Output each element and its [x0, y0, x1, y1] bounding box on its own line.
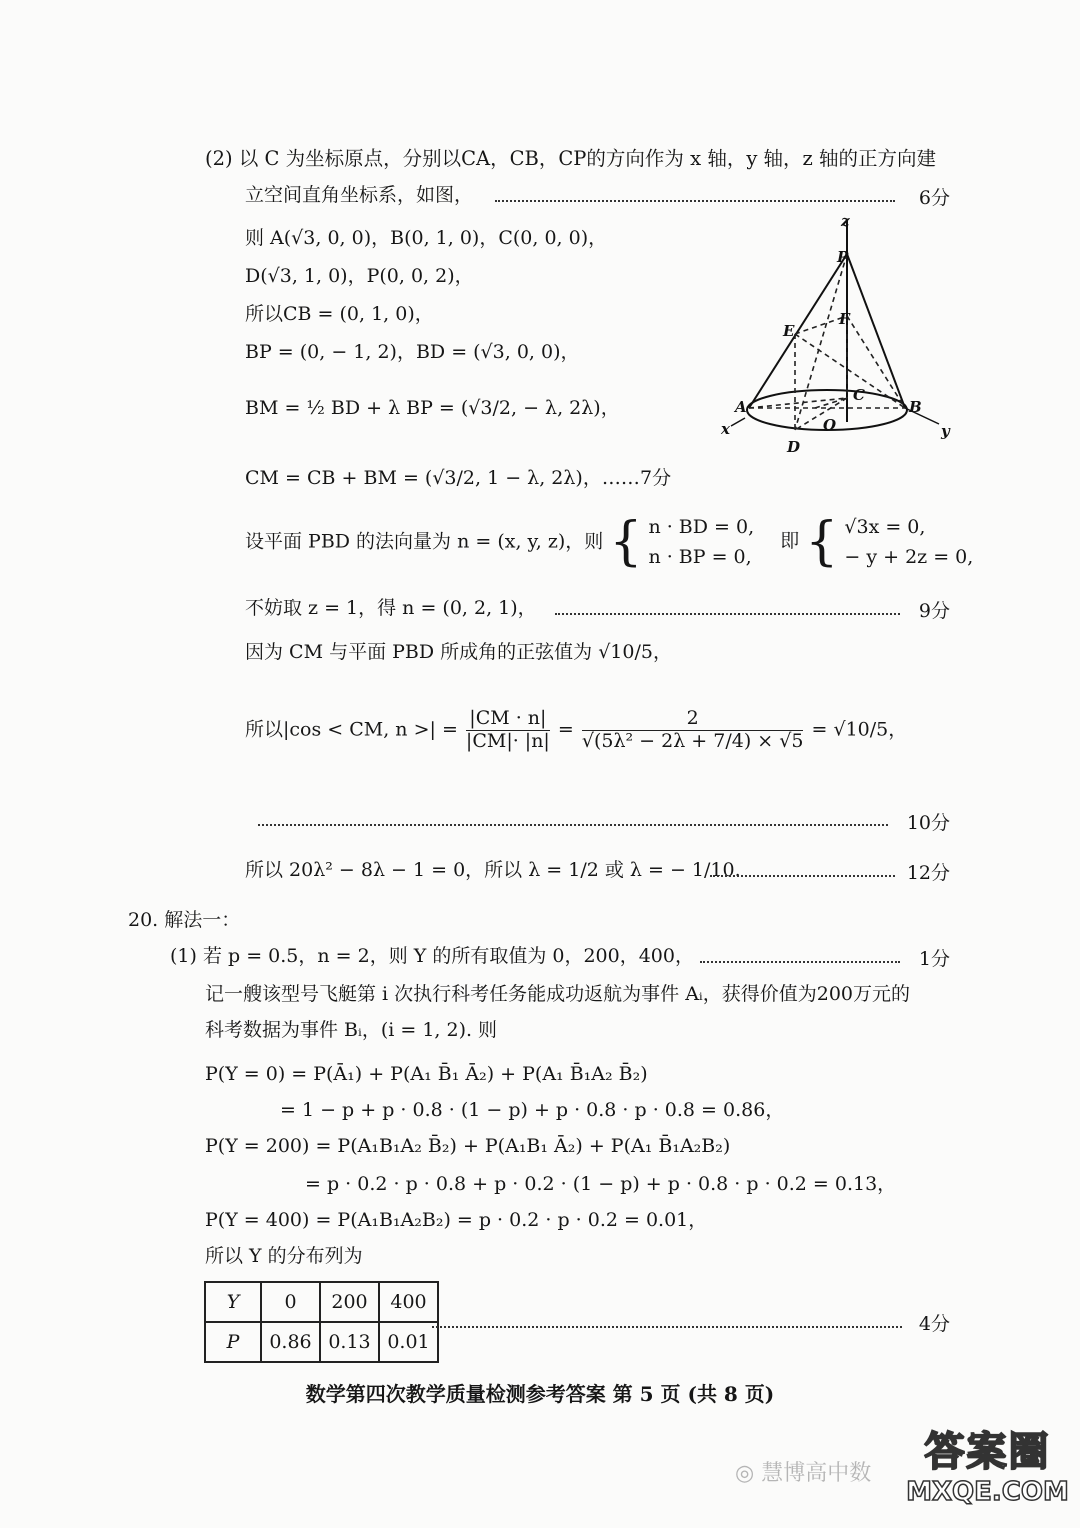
prob-y200: P(Y = 200) = P(A₁B₁A₂ B̄₂) + P(A₁B₁ Ā₂) + P(A₁ B̄₁A₂B₂) [205, 1135, 731, 1157]
leader-dots [432, 1326, 902, 1328]
ji-label: 即 [780, 530, 800, 553]
table-cell: Y [205, 1282, 261, 1322]
leader-dots [710, 875, 895, 877]
prob-y400: P(Y = 400) = P(A₁B₁A₂B₂) = p · 0.2 · p · 0.2 = 0.01， [205, 1209, 708, 1231]
site-url: MXQE.COM [906, 1477, 1069, 1507]
bm-vector: BM = ½ BD + λ BP = (√3/2, − λ, 2λ)， [245, 397, 620, 419]
part2-line1: (2) 以 C 为坐标原点，分别以CA，CB，CP的方向作为 x 轴，y 轴，z 轴的正方向建 [205, 147, 937, 170]
label-z: z [841, 212, 850, 230]
logo-text: 答案圈 [924, 1429, 1051, 1475]
sys2-eq2: − y + 2z = 0, [844, 546, 974, 569]
brace-icon: { [609, 512, 643, 573]
table-cell: 0.01 [379, 1322, 438, 1362]
label-A: A [735, 398, 747, 416]
cb-vector: 所以CB = (0, 1, 0)， [245, 303, 434, 325]
table-cell: 200 [320, 1282, 379, 1322]
label-O: O [823, 416, 837, 434]
page-footer: 数学第四次教学质量检测参考答案 第 5 页 (共 8 页) [305, 1382, 775, 1406]
label-D: D [787, 438, 801, 456]
label-x: x [721, 420, 730, 438]
part2-line2: 立空间直角坐标系，如图， [245, 184, 474, 206]
watermark-account: 慧博高中数 [761, 1461, 872, 1486]
sine-value: √10/5 [598, 641, 653, 663]
normal-vector-line [245, 512, 973, 573]
leader-dots [555, 613, 900, 615]
coords-line1: 则 A(√3, 0, 0)，B(0, 1, 0)，C(0, 0, 0)， [245, 227, 608, 249]
cos-line: 所以|cos < CM, n >| = $\frac{|CM \cdot n|}{|CM|\cdot |n|}$ = $\frac{2}{\text{√(5λ² − 2λ + 7/4) × √5}}$ = √10/5， [245, 707, 908, 752]
cm-vector: CM = CB + BM = (√3/2, 1 − λ, 2λ)，…… [245, 467, 640, 489]
table-row [205, 1322, 438, 1362]
score-10: 10分 [906, 812, 950, 834]
label-C: C [853, 386, 865, 404]
bp-bd-vectors: BP = (0, − 1, 2)，BD = (√3, 0, 0)， [245, 341, 580, 363]
dist-lead: 所以 Y 的分布列为 [205, 1245, 363, 1267]
table-cell: 0.86 [261, 1322, 320, 1362]
leader-dots [258, 824, 888, 826]
score-6: 6分 [918, 187, 950, 209]
label-E: E [783, 322, 795, 340]
normal-lead: 设平面 PBD 的法向量为 n = (x, y, z)，则 [245, 530, 604, 553]
prob-y0-calc: = 1 − p + p · 0.8 · (1 − p) + p · 0.8 · p · 0.8 = 0.86， [280, 1099, 785, 1121]
cos-lead: 所以|cos < CM, n >| = [245, 718, 458, 741]
q20-heading: 20. 解法一： [128, 909, 241, 931]
site-logo [900, 1420, 1075, 1507]
final-line: 所以 20λ² − 8λ − 1 = 0，所以 λ = 1/2 或 λ = − 1/10. [245, 859, 741, 881]
leader-dots [495, 200, 895, 202]
table-cell: 0.13 [320, 1322, 379, 1362]
leader-dots [700, 961, 900, 963]
cos-numerator: |CM · n| [466, 708, 550, 731]
sine-line: 因为 CM 与平面 PBD 所成角的正弦值为 √10/5， [245, 641, 672, 663]
distribution-table [204, 1281, 439, 1363]
cos-denominator: |CM|· |n| [465, 729, 550, 752]
label-y: y [941, 422, 950, 440]
wechat-icon: ◎ [735, 1461, 755, 1486]
coords-line2: D(√3, 1, 0)，P(0, 0, 2)， [245, 265, 474, 287]
cos-denominator-2: √(5λ² − 2λ + 7/4) × √5 [581, 729, 804, 752]
sys1-eq2: n · BP = 0, [648, 546, 752, 569]
score-7: 7分 [640, 467, 672, 489]
prob-y200-calc: = p · 0.2 · p · 0.8 + p · 0.2 · (1 − p) + p · 0.8 · p · 0.2 = 0.13， [305, 1173, 897, 1195]
brace-icon: { [805, 512, 839, 573]
label-B: B [909, 398, 922, 416]
wechat-watermark [735, 1456, 871, 1487]
sys2-eq1: √3x = 0, [844, 516, 926, 538]
q20-part1: (1) 若 p = 0.5，n = 2，则 Y 的所有取值为 0，200，400， [170, 945, 694, 967]
table-cell: 0 [261, 1282, 320, 1322]
table-row [205, 1282, 438, 1322]
cone-figure [715, 212, 955, 462]
sine-lead: 因为 CM 与平面 PBD 所成角的正弦值为 [245, 641, 593, 663]
sys1-eq1: n · BD = 0, [648, 516, 755, 538]
label-P: P [837, 248, 849, 266]
q20-events-1: 记一艘该型号飞艇第 i 次执行科考任务能成功返航为事件 Aᵢ，获得价值为200万元的 [205, 983, 911, 1005]
table-cell: P [205, 1322, 261, 1362]
take-z-line: 不妨取 z = 1，得 n = (0, 2, 1)， [245, 597, 537, 619]
score-4: 4分 [918, 1313, 950, 1335]
score-1: 1分 [918, 948, 950, 970]
prob-y0: P(Y = 0) = P(Ā₁) + P(A₁ B̄₁ Ā₂) + P(A₁ B̄₁A₂ B̄₂) [205, 1063, 648, 1085]
score-12: 12分 [906, 862, 950, 884]
cos-result: √10/5 [833, 718, 889, 741]
score-9: 9分 [918, 600, 950, 622]
cos-numerator-2: 2 [582, 708, 804, 731]
table-cell: 400 [379, 1282, 438, 1322]
q20-events-2: 科考数据为事件 Bᵢ，(i = 1, 2). 则 [205, 1019, 498, 1041]
label-F: F [839, 310, 850, 328]
